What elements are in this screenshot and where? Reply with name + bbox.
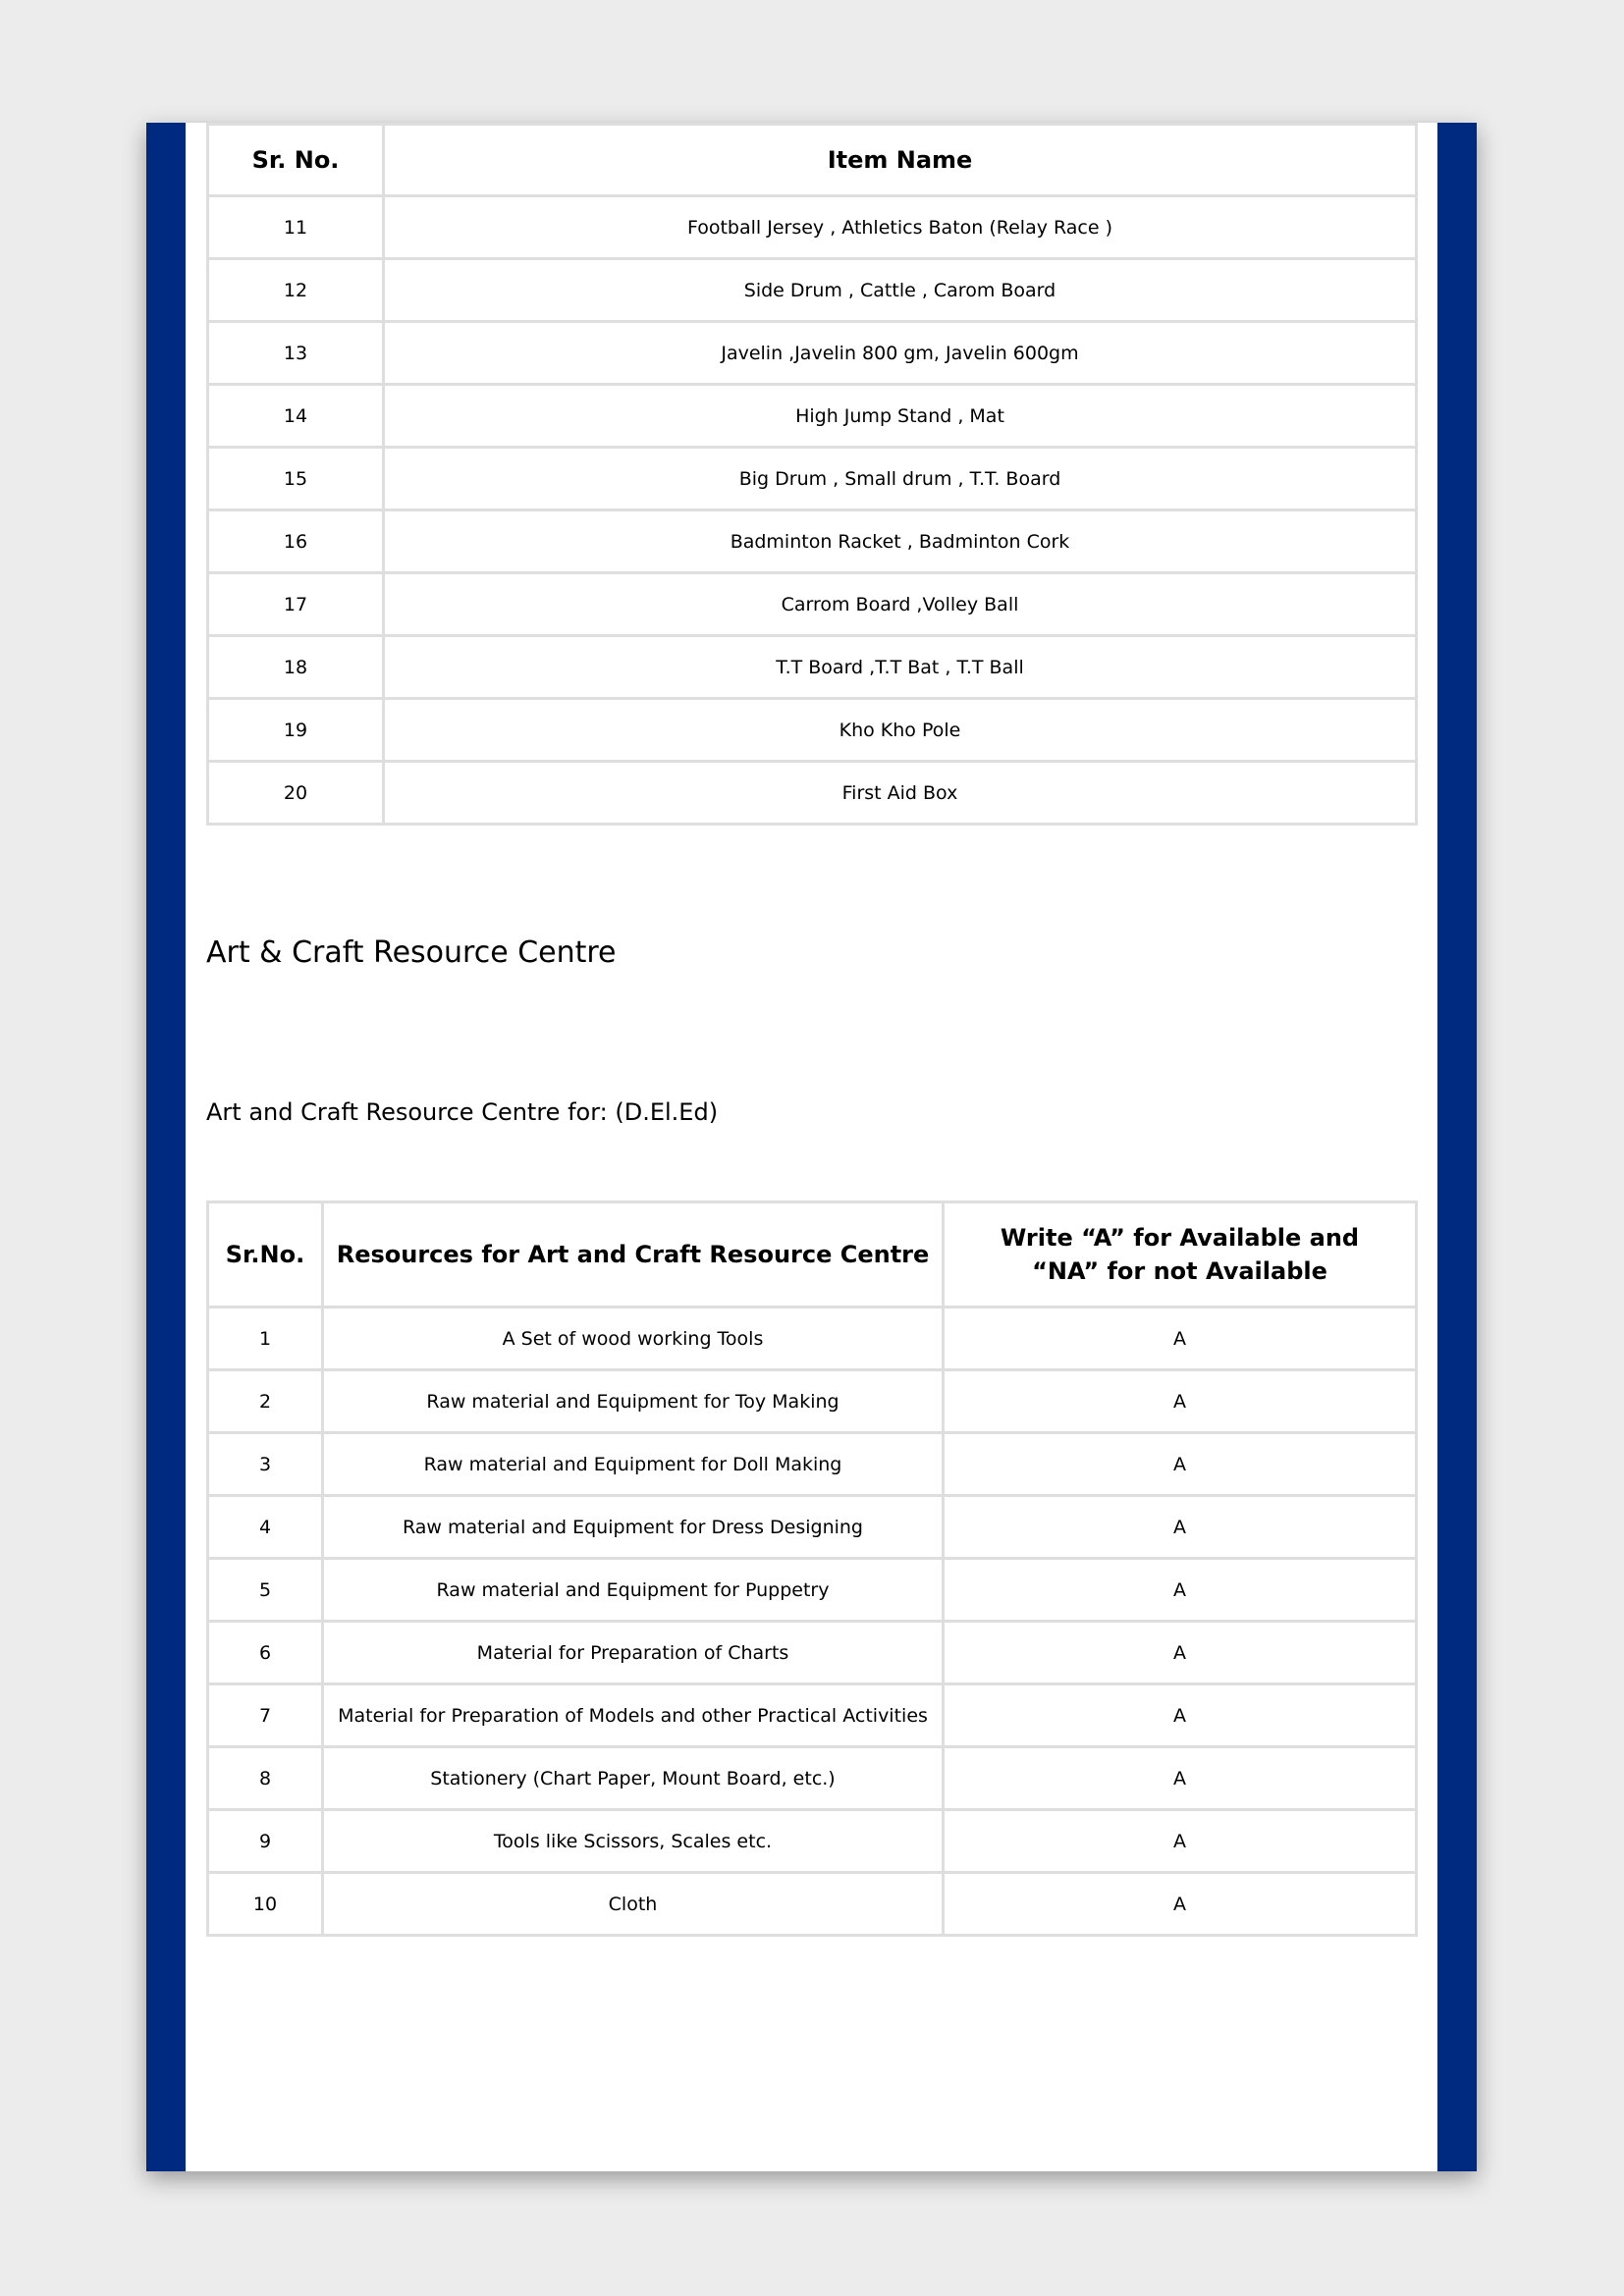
sr-no-cell: 4 [208, 1496, 323, 1559]
resource-cell: A Set of wood working Tools [323, 1308, 944, 1370]
table-row [208, 1622, 1417, 1684]
sr-no-cell: 11 [208, 196, 384, 259]
table-row [208, 1684, 1417, 1747]
table-row [208, 1370, 1417, 1433]
resource-cell: Cloth [323, 1873, 944, 1936]
sr-no-cell: 8 [208, 1747, 323, 1810]
sr-no-cell: 12 [208, 259, 384, 322]
table-row [208, 636, 1417, 699]
sr-no-cell: 5 [208, 1559, 323, 1622]
sr-no-cell: 16 [208, 510, 384, 573]
availability-cell: A [944, 1433, 1417, 1496]
availability-cell: A [944, 1810, 1417, 1873]
sr-no-cell: 6 [208, 1622, 323, 1684]
table-row [208, 1873, 1417, 1936]
table-row [208, 1747, 1417, 1810]
left-blue-band [146, 123, 186, 2171]
table-row [208, 573, 1417, 636]
item-name-cell: Badminton Racket , Badminton Cork [384, 510, 1417, 573]
header-resources: Resources for Art and Craft Resource Centre [323, 1202, 944, 1308]
resource-cell: Stationery (Chart Paper, Mount Board, etc.) [323, 1747, 944, 1810]
table-row [208, 1810, 1417, 1873]
availability-cell: A [944, 1370, 1417, 1433]
item-name-cell: Javelin ,Javelin 800 gm, Javelin 600gm [384, 322, 1417, 385]
sr-no-cell: 14 [208, 385, 384, 448]
table-row [208, 1433, 1417, 1496]
availability-cell: A [944, 1308, 1417, 1370]
sr-no-cell: 18 [208, 636, 384, 699]
header-sr-no: Sr. No. [208, 125, 384, 196]
sr-no-cell: 17 [208, 573, 384, 636]
item-name-cell: High Jump Stand , Mat [384, 385, 1417, 448]
sr-no-cell: 9 [208, 1810, 323, 1873]
sr-no-cell: 3 [208, 1433, 323, 1496]
sr-no-cell: 15 [208, 448, 384, 510]
resource-cell: Raw material and Equipment for Puppetry [323, 1559, 944, 1622]
sr-no-cell: 19 [208, 699, 384, 762]
sr-no-cell: 7 [208, 1684, 323, 1747]
resource-cell: Raw material and Equipment for Doll Making [323, 1433, 944, 1496]
sports-items-table [206, 123, 1418, 826]
availability-cell: A [944, 1622, 1417, 1684]
table-row [208, 385, 1417, 448]
table-row [208, 196, 1417, 259]
availability-cell: A [944, 1873, 1417, 1936]
table-row [208, 1559, 1417, 1622]
item-name-cell: Kho Kho Pole [384, 699, 1417, 762]
sr-no-cell: 20 [208, 762, 384, 825]
item-name-cell: Big Drum , Small drum , T.T. Board [384, 448, 1417, 510]
availability-cell: A [944, 1496, 1417, 1559]
item-name-cell: First Aid Box [384, 762, 1417, 825]
art-craft-resources-table [206, 1201, 1418, 1937]
resource-cell: Raw material and Equipment for Toy Making [323, 1370, 944, 1433]
header-item-name: Item Name [384, 125, 1417, 196]
header-sr-no: Sr.No. [208, 1202, 323, 1308]
table-header-row [208, 125, 1417, 196]
right-blue-band [1437, 123, 1477, 2171]
item-name-cell: Side Drum , Cattle , Carom Board [384, 259, 1417, 322]
table-row [208, 762, 1417, 825]
resource-cell: Raw material and Equipment for Dress Designing [323, 1496, 944, 1559]
availability-cell: A [944, 1747, 1417, 1810]
table-row [208, 1496, 1417, 1559]
table-row [208, 448, 1417, 510]
sr-no-cell: 1 [208, 1308, 323, 1370]
item-name-cell: T.T Board ,T.T Bat , T.T Ball [384, 636, 1417, 699]
sr-no-cell: 2 [208, 1370, 323, 1433]
table-row [208, 259, 1417, 322]
availability-cell: A [944, 1684, 1417, 1747]
header-availability: Write “A” for Available and “NA” for not Available [944, 1202, 1417, 1308]
sr-no-cell: 13 [208, 322, 384, 385]
table-row [208, 1308, 1417, 1370]
item-name-cell: Carrom Board ,Volley Ball [384, 573, 1417, 636]
resource-cell: Material for Preparation of Models and other Practical Activities [323, 1684, 944, 1747]
resource-cell: Tools like Scissors, Scales etc. [323, 1810, 944, 1873]
section-title: Art & Craft Resource Centre [206, 935, 617, 970]
resource-cell: Material for Preparation of Charts [323, 1622, 944, 1684]
table-row [208, 322, 1417, 385]
table-row [208, 510, 1417, 573]
availability-cell: A [944, 1559, 1417, 1622]
table-row [208, 699, 1417, 762]
section-subtitle: Art and Craft Resource Centre for: (D.El.Ed) [206, 1098, 719, 1126]
document-page [146, 123, 1477, 2171]
table-header-row [208, 1202, 1417, 1308]
sr-no-cell: 10 [208, 1873, 323, 1936]
item-name-cell: Football Jersey , Athletics Baton (Relay Race ) [384, 196, 1417, 259]
